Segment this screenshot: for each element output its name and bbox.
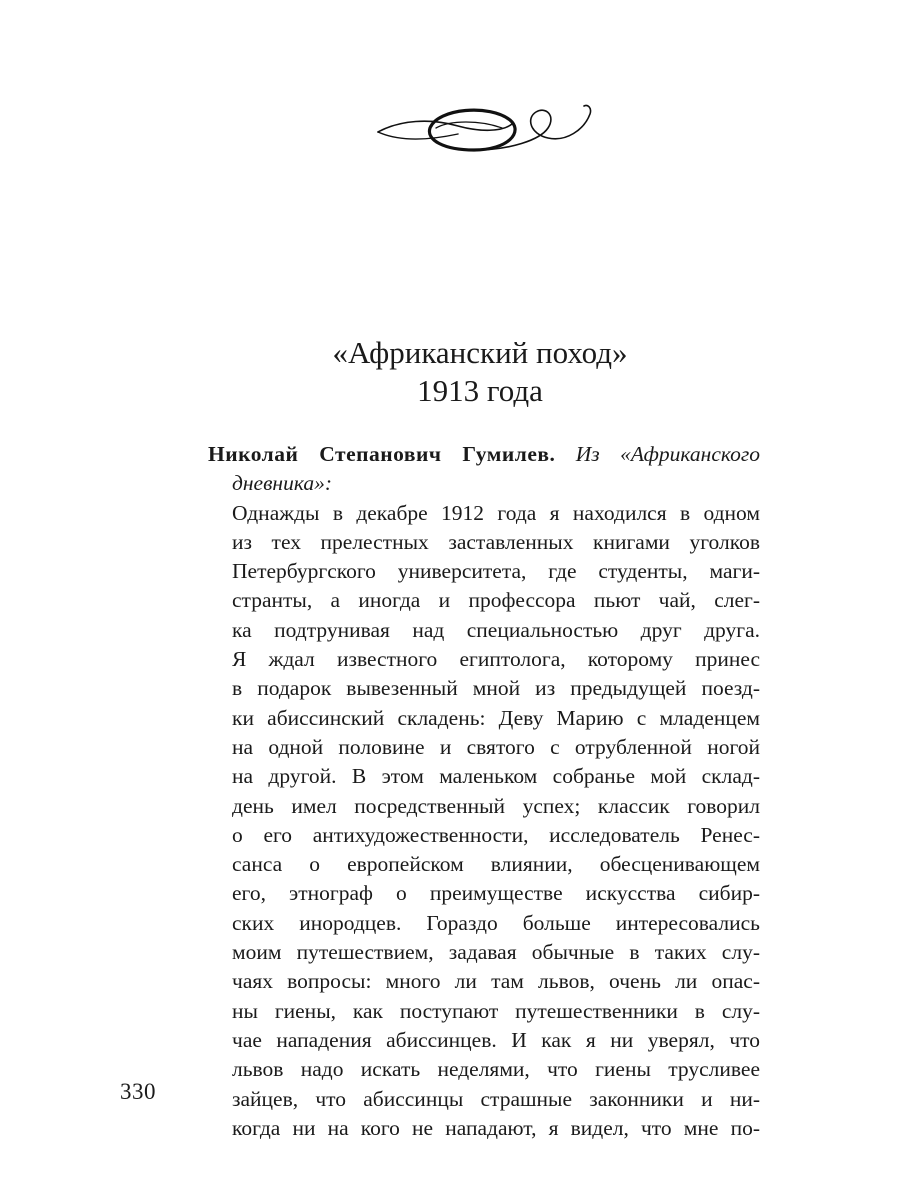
body-line: его, этнограф о преимуществе искусства сибир- <box>232 881 760 906</box>
main-text <box>208 440 760 1143</box>
body-line: на другой. В этом маленьком собранье мой склад- <box>232 764 760 789</box>
body-line: моим путешествием, задавая обычные в таких слу- <box>232 940 760 965</box>
body-line: ка подтрунивая над специальностью друг друга. <box>232 617 760 642</box>
body-line: в подарок вывезенный мной из предыдущей поезд- <box>232 676 760 701</box>
chapter-title <box>180 334 780 410</box>
body-line: Однажды в декабре 1912 года я находился в одном <box>232 500 760 525</box>
flourish-ornament-icon <box>370 98 598 160</box>
body-line: Петербургского университета, где студенты, маги- <box>232 559 760 584</box>
chapter-title-line-1: «Африканский поход» <box>332 335 628 370</box>
body-line: Я ждал известного египтолога, которому принес <box>232 647 760 672</box>
body-line: чаях вопросы: много ли там львов, очень ли опас- <box>232 969 760 994</box>
body-line: ки абиссинский складень: Деву Марию с младенцем <box>232 705 760 730</box>
body-line: ских инородцев. Гораздо больше интересовались <box>232 910 760 935</box>
source-work: Из «Африканского <box>575 442 761 466</box>
body-line: санса о европейском влиянии, обесценивающем <box>232 852 760 877</box>
body-line: чае нападения абиссинцев. И как я ни уверял, что <box>232 1027 760 1052</box>
body-line: зайцев, что абиссинцы страшные законники и ни- <box>232 1086 760 1111</box>
chapter-title-line-2: 1913 года <box>417 373 543 408</box>
body-line: львов надо искать неделями, что гиены трусливее <box>232 1057 760 1082</box>
body-line: день имел посредственный успех; классик говорил <box>232 793 760 818</box>
body-line: странты, а иногда и профессора пьют чай, слег- <box>232 588 760 613</box>
body-line: когда ни на кого не нападают, я видел, что мне по- <box>232 1115 760 1140</box>
body-line: из тех прелестных заставленных книгами уголков <box>232 529 760 554</box>
body-line: на одной половине и святого с отрубленной ногой <box>232 734 760 759</box>
page-number: 330 <box>120 1079 156 1104</box>
body-line: о его антихудожественности, исследователь Ренес- <box>232 822 760 847</box>
source-attribution <box>208 440 760 469</box>
body-paragraph <box>208 499 760 1144</box>
source-work-continuation: дневника»: <box>232 471 333 496</box>
source-author: Николай Степанович Гумилев. <box>208 442 556 466</box>
body-line: ны гиены, как поступают путешественники в слу- <box>232 998 760 1023</box>
